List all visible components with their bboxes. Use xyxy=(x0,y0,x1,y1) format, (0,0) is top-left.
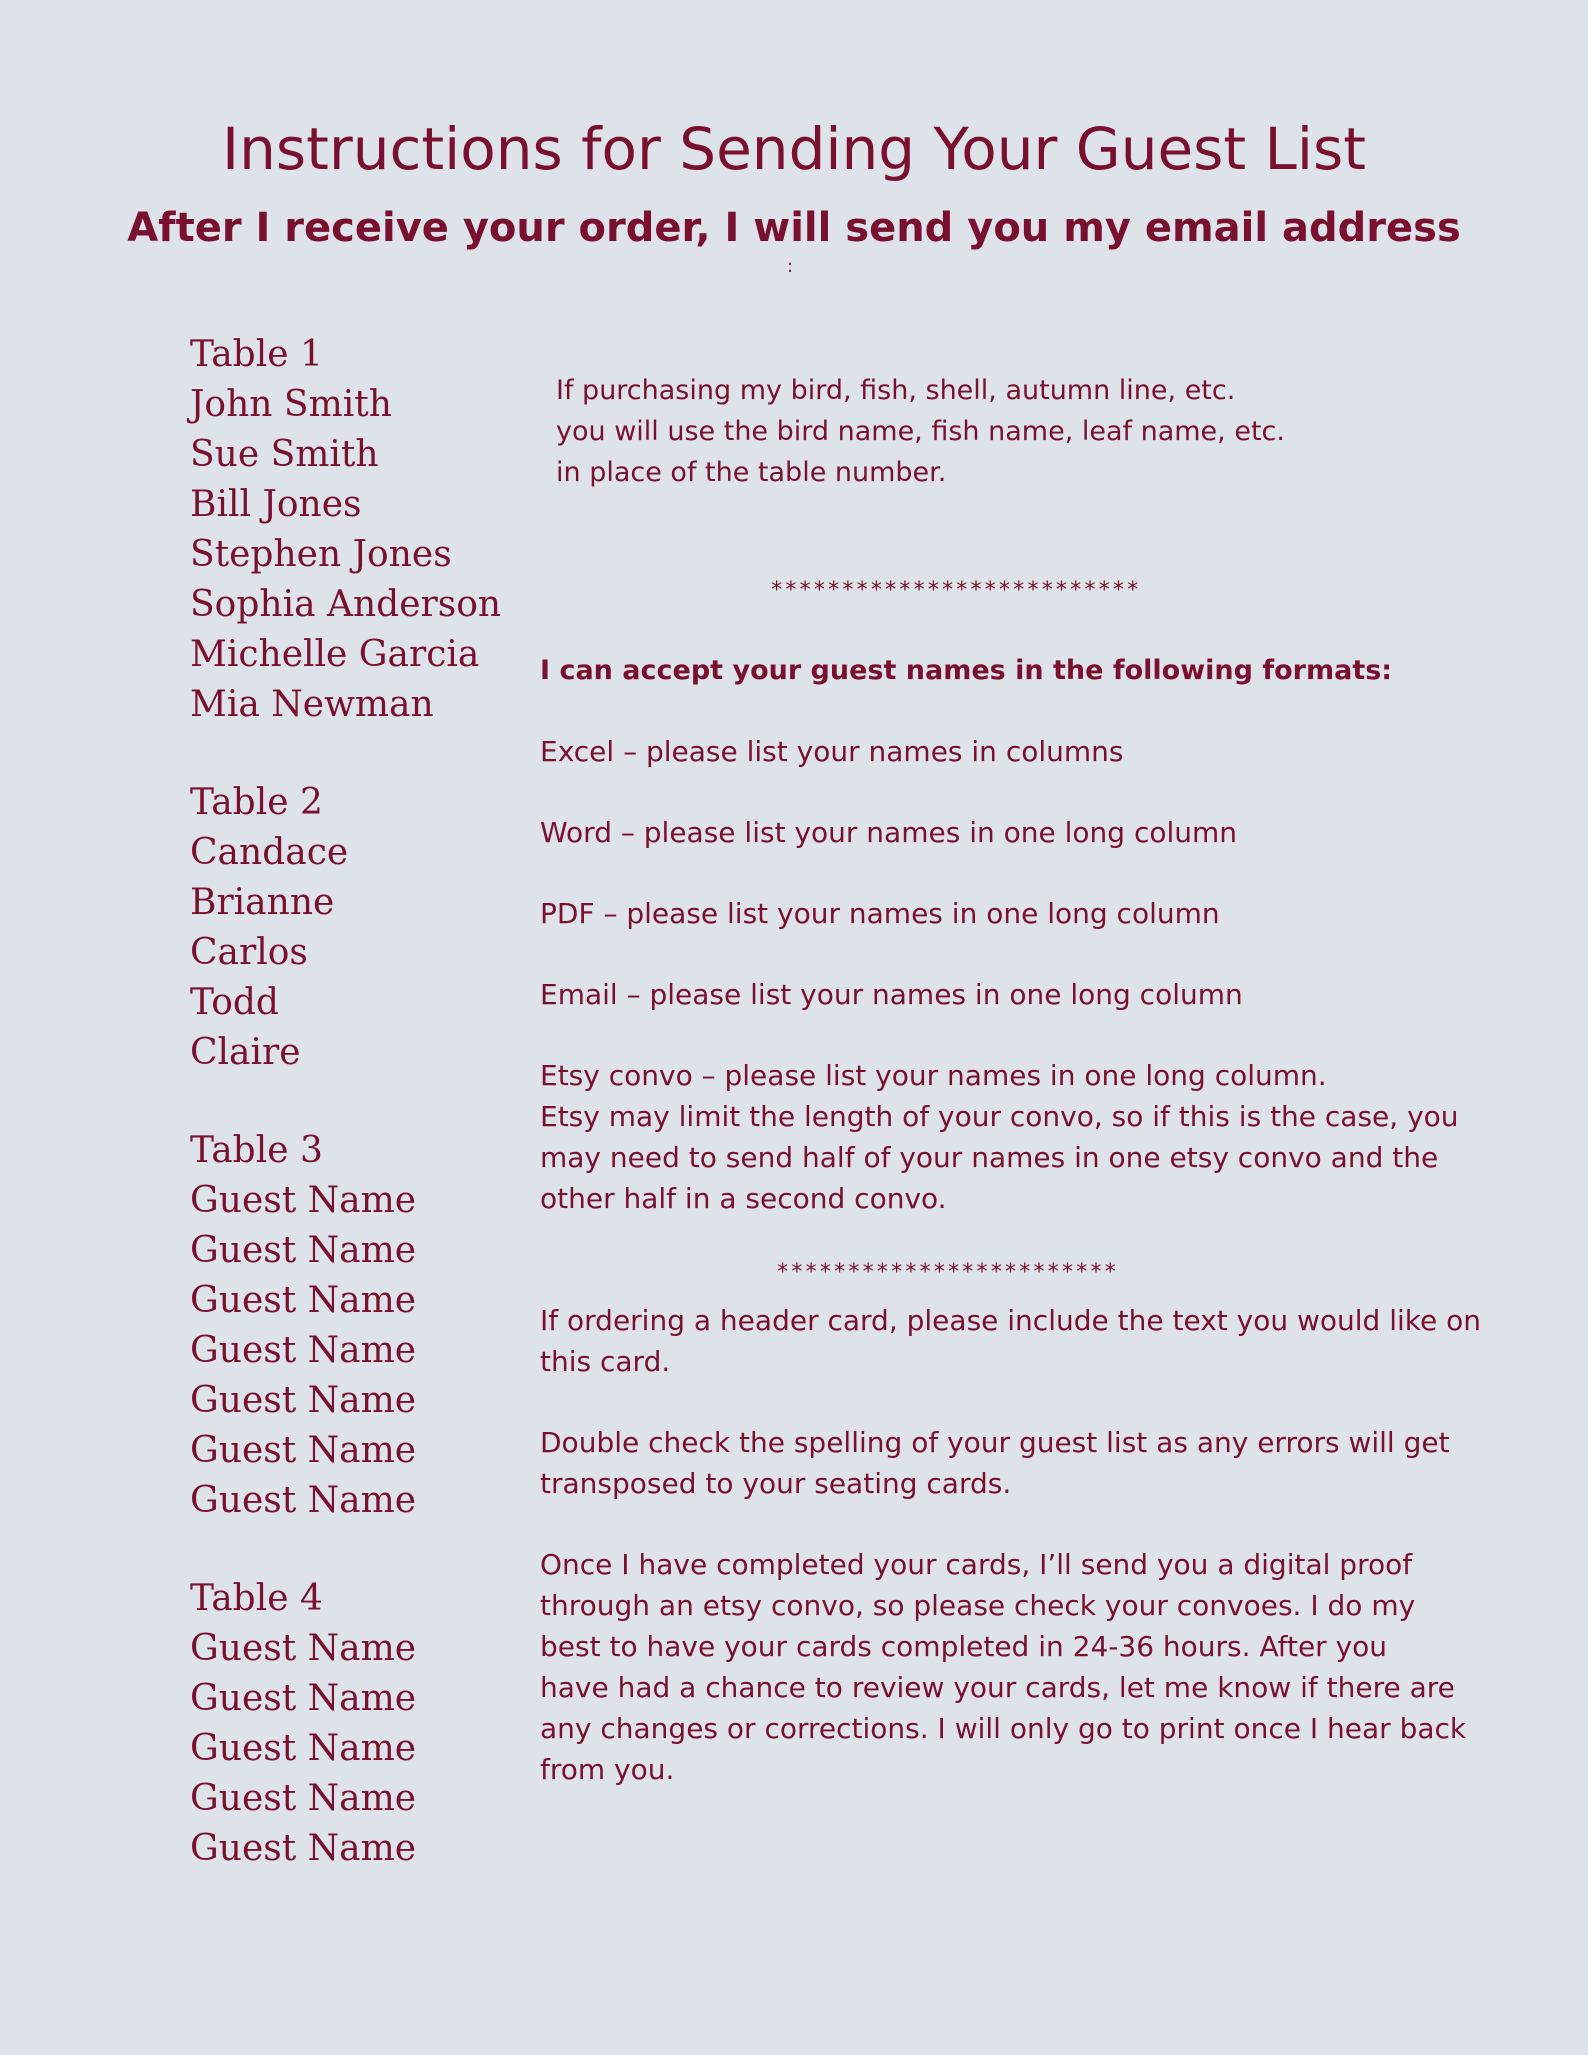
proof-note xyxy=(540,1544,1467,1790)
guest-name: Guest Name xyxy=(190,1180,417,1221)
separator-stars: ************************ xyxy=(776,1260,1118,1285)
format-item-pdf: PDF – please list your names in one long column xyxy=(540,897,1220,930)
example-tables-column xyxy=(190,330,510,1874)
table-block xyxy=(190,778,510,1078)
guest-name: Sue Smith xyxy=(190,434,379,475)
table-heading: Table 4 xyxy=(190,1578,323,1619)
guest-name: Stephen Jones xyxy=(190,534,452,575)
header-card-note xyxy=(540,1300,1481,1382)
separator-stars: ************************** xyxy=(770,578,1141,603)
etsy-line: Etsy may limit the length of your convo, so if this is the case, you xyxy=(540,1100,1459,1133)
page-title: Instructions for Sending Your Guest List xyxy=(222,115,1366,183)
guest-name: Sophia Anderson xyxy=(190,584,502,625)
guest-name: Guest Name xyxy=(190,1828,417,1869)
guest-name: Guest Name xyxy=(190,1330,417,1371)
note-line: If purchasing my bird, fish, shell, autumn line, etc. xyxy=(556,375,1236,406)
accepted-formats-section xyxy=(540,650,1459,1219)
table-block xyxy=(190,330,510,730)
guest-name: Guest Name xyxy=(190,1230,417,1271)
guest-name: Candace xyxy=(190,832,349,873)
note-line: Double check the spelling of your guest list as any errors will get xyxy=(540,1426,1450,1459)
spelling-note xyxy=(540,1422,1460,1504)
format-item-etsy-convo xyxy=(540,1055,1459,1219)
table-heading: Table 3 xyxy=(190,1130,323,1171)
format-item-email: Email – please list your names in one long column xyxy=(540,978,1243,1011)
note-line: you will use the bird name, fish name, leaf name, etc. xyxy=(556,416,1285,447)
note-line: have had a chance to review your cards, let me know if there are xyxy=(540,1671,1455,1704)
etsy-line: Etsy convo – please list your names in one long column. xyxy=(540,1059,1327,1092)
note-line: in place of the table number. xyxy=(556,457,947,488)
guest-name: Guest Name xyxy=(190,1678,417,1719)
guest-name: Brianne xyxy=(190,882,335,923)
note-line: from you. xyxy=(540,1753,675,1786)
format-item-word: Word – please list your names in one long column xyxy=(540,816,1238,849)
guest-name: Mia Newman xyxy=(190,684,434,725)
guest-name: Guest Name xyxy=(190,1280,417,1321)
note-line: this card. xyxy=(540,1345,671,1378)
formats-heading: I can accept your guest names in the following formats: xyxy=(540,655,1393,686)
guest-name: Guest Name xyxy=(190,1480,417,1521)
guest-name: John Smith xyxy=(190,384,392,425)
additional-notes-section xyxy=(540,1300,1481,1830)
guest-name: Claire xyxy=(190,1032,301,1073)
etsy-line: may need to send half of your names in one etsy convo and the xyxy=(540,1141,1439,1174)
theme-line-note xyxy=(556,370,1456,493)
table-block xyxy=(190,1574,510,1874)
note-line: through an etsy convo, so please check your convoes. I do my xyxy=(540,1589,1416,1622)
note-line: best to have your cards completed in 24-36 hours. After you xyxy=(540,1630,1388,1663)
guest-name: Guest Name xyxy=(190,1728,417,1769)
guest-name: Todd xyxy=(190,982,279,1023)
note-line: any changes or corrections. I will only go to print once I hear back xyxy=(540,1712,1467,1745)
guest-name: Guest Name xyxy=(190,1778,417,1819)
note-line: If ordering a header card, please include the text you would like on xyxy=(540,1304,1481,1337)
guest-name: Bill Jones xyxy=(190,484,362,525)
format-item-excel: Excel – please list your names in columns xyxy=(540,735,1124,768)
subtitle-mark: : xyxy=(787,256,794,277)
etsy-line: other half in a second convo. xyxy=(540,1182,947,1215)
note-line: transposed to your seating cards. xyxy=(540,1467,1012,1500)
table-block xyxy=(190,1126,510,1526)
guest-name: Michelle Garcia xyxy=(190,634,480,675)
guest-name: Carlos xyxy=(190,932,308,973)
guest-name: Guest Name xyxy=(190,1380,417,1421)
note-line: Once I have completed your cards, I’ll send you a digital proof xyxy=(540,1548,1413,1581)
guest-name: Guest Name xyxy=(190,1430,417,1471)
page-subtitle: After I receive your order, I will send you my email address xyxy=(127,205,1461,251)
guest-name: Guest Name xyxy=(190,1628,417,1669)
table-heading: Table 2 xyxy=(190,782,323,823)
table-heading: Table 1 xyxy=(190,334,323,375)
